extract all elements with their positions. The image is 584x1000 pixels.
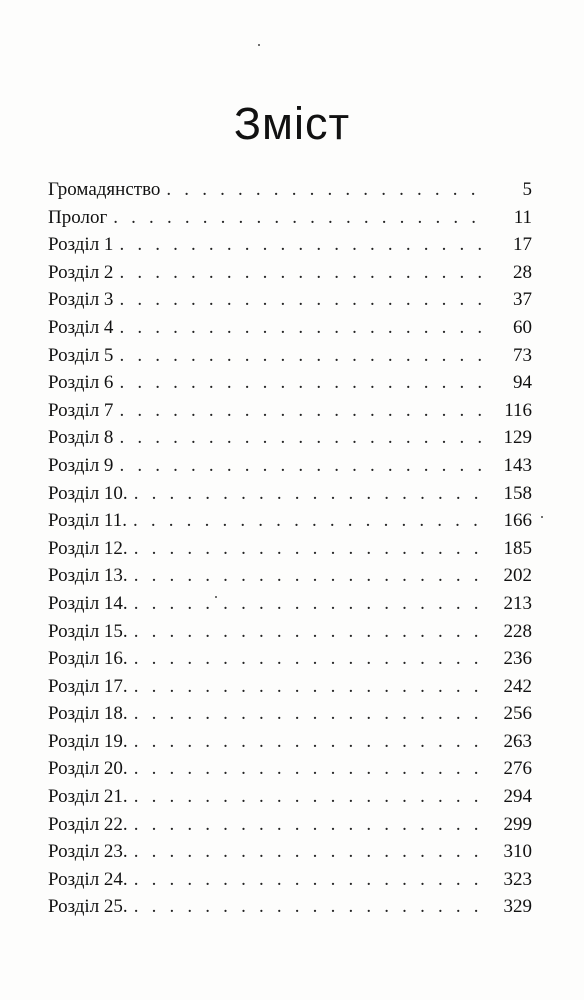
toc-entry-page-number: 129 <box>503 427 532 449</box>
toc-entry-page-number: 202 <box>503 565 532 587</box>
toc-entry <box>48 259 532 287</box>
toc-entry <box>48 480 532 508</box>
toc-entry-label: Розділ 24. <box>48 868 128 890</box>
toc-entry-page-number: 276 <box>503 758 532 780</box>
page-title: Зміст <box>233 98 351 149</box>
toc-entry-page-number: 17 <box>513 234 532 256</box>
toc-dot-leader <box>119 397 488 425</box>
toc-dot-leader <box>134 535 488 563</box>
toc-entry-label: Розділ 13. <box>48 565 128 587</box>
toc-entry-label: Розділ 9 <box>48 454 114 476</box>
toc-dot-leader <box>119 424 488 452</box>
toc-entry-page-number: 256 <box>503 703 532 725</box>
toc-entry <box>48 424 532 452</box>
toc-dot-leader <box>134 673 488 701</box>
toc-entry <box>48 811 532 839</box>
toc-entry-label: Розділ 2 <box>48 261 114 283</box>
toc-entry-page-number: 5 <box>522 179 532 200</box>
toc-entry-page-number: 299 <box>503 813 532 835</box>
toc-entry-label: Розділ 17. <box>48 675 128 697</box>
toc-dot-leader <box>134 783 488 811</box>
print-speck <box>258 44 260 46</box>
toc-dot-leader <box>119 369 488 397</box>
toc-entry <box>48 645 532 673</box>
toc-entry <box>48 618 532 646</box>
toc-entry <box>48 673 532 701</box>
toc-dot-leader <box>134 700 488 728</box>
toc-entry-page-number: 60 <box>513 316 532 338</box>
toc-dot-leader <box>134 893 488 921</box>
toc-entry-label: Розділ 10. <box>48 482 128 504</box>
toc-entry-label: Розділ 8 <box>48 427 114 449</box>
toc-entry <box>48 535 532 563</box>
toc-dot-leader <box>134 645 488 673</box>
toc-dot-leader <box>113 204 488 232</box>
toc-entry <box>48 866 532 894</box>
toc-entry-label: Розділ 4 <box>48 316 114 338</box>
toc-dot-leader <box>119 342 488 370</box>
toc-entry-label: Розділ 16. <box>48 648 128 670</box>
print-speck <box>215 596 217 598</box>
toc-entry-page-number: 158 <box>503 482 532 504</box>
table-of-contents <box>48 176 532 921</box>
toc-entry-page-number: 294 <box>503 786 532 808</box>
toc-dot-leader <box>134 866 488 894</box>
toc-dot-leader <box>119 259 488 287</box>
toc-entry-label: Розділ 15. <box>48 620 128 642</box>
toc-entry <box>48 893 532 921</box>
toc-dot-leader <box>134 728 488 756</box>
toc-entry <box>48 838 532 866</box>
toc-entry-label: Розділ 3 <box>48 289 114 311</box>
toc-entry-label: Розділ 18. <box>48 703 128 725</box>
toc-entry-label: Розділ 11. <box>48 510 127 532</box>
toc-entry-label: Розділ 21. <box>48 786 128 808</box>
toc-entry <box>48 231 532 259</box>
toc-entry-page-number: 166 <box>503 510 532 532</box>
toc-entry-label: Розділ 5 <box>48 344 114 366</box>
toc-entry <box>48 700 532 728</box>
toc-entry <box>48 286 532 314</box>
print-speck <box>541 516 543 518</box>
toc-dot-leader <box>134 618 488 646</box>
toc-entry-page-number: 329 <box>503 896 532 918</box>
toc-entry <box>48 369 532 397</box>
toc-dot-leader <box>134 480 488 508</box>
toc-entry <box>48 314 532 342</box>
toc-entry-page-number: 28 <box>513 261 532 283</box>
toc-entry-label: Розділ 6 <box>48 372 114 394</box>
toc-entry-page-number: 37 <box>513 289 532 311</box>
toc-dot-leader <box>166 176 488 204</box>
toc-entry-page-number: 236 <box>503 648 532 670</box>
toc-entry <box>48 755 532 783</box>
toc-entry-label: Розділ 19. <box>48 730 128 752</box>
toc-entry-page-number: 11 <box>513 206 532 228</box>
toc-entry-label: Розділ 1 <box>48 234 114 256</box>
toc-entry-page-number: 228 <box>503 620 532 642</box>
toc-entry-label: Громадянство <box>48 179 161 200</box>
toc-entry-page-number: 310 <box>503 841 532 863</box>
toc-entry <box>48 562 532 590</box>
toc-entry-page-number: 94 <box>513 372 532 394</box>
toc-entry <box>48 507 532 535</box>
toc-entry-label: Пролог <box>48 206 108 228</box>
toc-entry-page-number: 143 <box>503 454 532 476</box>
toc-entry-label: Розділ 23. <box>48 841 128 863</box>
toc-dot-leader <box>119 286 488 314</box>
toc-entry-page-number: 323 <box>503 868 532 890</box>
toc-entry-page-number: 73 <box>513 344 532 366</box>
toc-entry <box>48 783 532 811</box>
toc-entry <box>48 204 532 232</box>
toc-entry-page-number: 263 <box>503 730 532 752</box>
toc-dot-leader <box>134 562 488 590</box>
toc-dot-leader <box>134 755 488 783</box>
toc-entry <box>48 728 532 756</box>
toc-entry-label: Розділ 20. <box>48 758 128 780</box>
toc-entry-page-number: 242 <box>503 675 532 697</box>
toc-entry-label: Розділ 12. <box>48 537 128 559</box>
toc-dot-leader <box>133 507 488 535</box>
toc-entry <box>48 342 532 370</box>
toc-dot-leader <box>119 231 488 259</box>
toc-dot-leader <box>134 590 488 618</box>
toc-entry-page-number: 116 <box>504 399 532 421</box>
toc-entry <box>48 452 532 480</box>
toc-entry-label: Розділ 7 <box>48 399 114 421</box>
toc-entry-label: Розділ 14. <box>48 592 128 614</box>
toc-entry <box>48 176 532 204</box>
toc-entry-label: Розділ 22. <box>48 813 128 835</box>
toc-entry-page-number: 213 <box>503 592 532 614</box>
toc-dot-leader <box>119 314 488 342</box>
toc-entry <box>48 397 532 425</box>
toc-entry <box>48 590 532 618</box>
toc-dot-leader <box>134 811 488 839</box>
toc-entry-label: Розділ 25. <box>48 896 128 918</box>
toc-dot-leader <box>119 452 488 480</box>
toc-dot-leader <box>134 838 488 866</box>
toc-entry-page-number: 185 <box>503 537 532 559</box>
